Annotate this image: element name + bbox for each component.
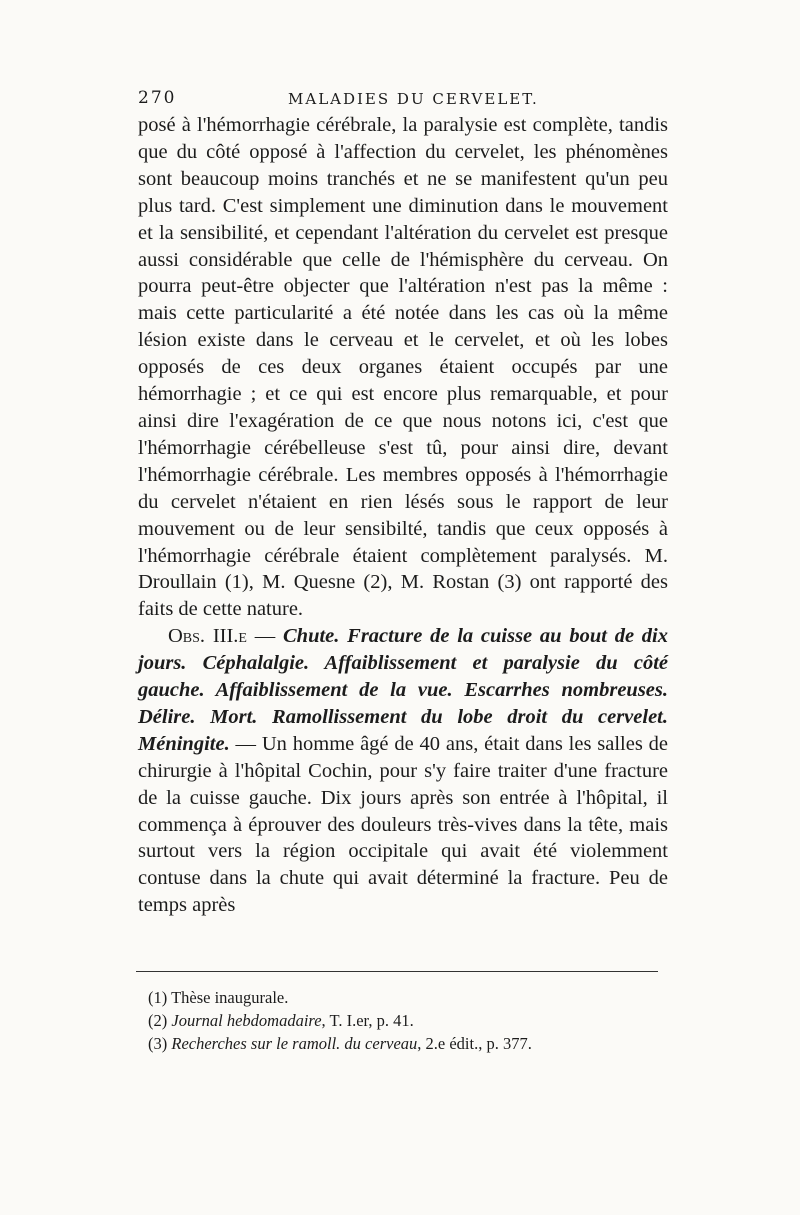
paragraph-continuation: posé à l'hémorrhagie cérébrale, la paralysie est complète, tandis que du côté opposé à l'affection du cervelet, les phénomènes sont beaucoup moins tranchés et ne se manifestent qu'un peu plus tard. C'est simplement une diminution dans le mouvement et la sensibilité, et cependant l'altération du cervelet est presque aussi considérable que celle de l'hémisphère du cerveau. On pourra peut-être objecter que l'altération n'est pas la même : mais cette particularité a été notée dans les cas où la même lésion existe dans le cerveau et le cervelet, et où les lobes opposés de ces deux organes étaient occupés par une hémorrhagie ; et ce qui est encore plus remarquable, et pour ainsi dire l'exagération de ce que nous notons ici, c'est que l'hémorrhagie cérébelleuse s'est tû, pour ainsi dire, devant l'hémorrhagie cérébrale. Les membres opposés à l'hémorrhagie du cervelet n'étaient en rien lésés sous le rapport de leur mouvement ou de leur sensibilté, tandis que ceux opposés à l'hémorrhagie cérébrale étaient complètement paralysés. M. Droullain (1), M. Quesne (2), M. Rostan (3) ont rapporté des faits de cette nature. [138,114,668,621]
footnote-3 [148,1032,668,1055]
footnote-journal-title: Journal hebdomadaire [171,1011,322,1030]
footnote-mark: (1) [148,988,168,1007]
footnote-mark: (2) [148,1011,168,1030]
footnote-2 [148,1009,668,1032]
footnote-reference: , 2.e édit., p. 377. [417,1034,532,1053]
page-header [138,88,668,112]
footnote-rule [136,971,658,972]
footnotes [148,986,668,1055]
footnote-book-title: Recherches sur le ramoll. du cerveau [171,1034,418,1053]
page-body [138,112,668,919]
page-number: 270 [138,88,177,108]
observation-text: — Un homme âgé de 40 ans, était dans les salles de chirurgie à l'hôpital Cochin, pour s'y faire traiter d'une fracture de la cuisse gauche. Dix jours après son entrée à l'hôpital, il commença à éprouver des douleurs très-vives dans la tête, mais surtout vers la région occipitale qui avait été violemment contuse dans la chute qui avait déterminé la fracture. Peu de temps après [138,732,669,917]
footnote-text: Thèse inaugurale. [171,988,289,1007]
footnote-mark: (3) [148,1034,168,1053]
observation-label: Obs. III.e — [168,625,276,648]
running-title: MALADIES DU CERVELET. [288,90,539,108]
observation-title: Chute. Fracture de la cuisse au bout de dix jours. Céphalalgie. Affaiblissement et paralysie du côté gauche. Affaiblissement de la vue. Escarrhes nombreuses. Délire. Mort. Ramollissement du lobe droit du cervelet. Méningite. [138,625,668,755]
footnote-reference: , T. I.er, p. 41. [321,1011,414,1030]
footnote-1 [148,986,668,1009]
observation-paragraph [138,623,668,919]
